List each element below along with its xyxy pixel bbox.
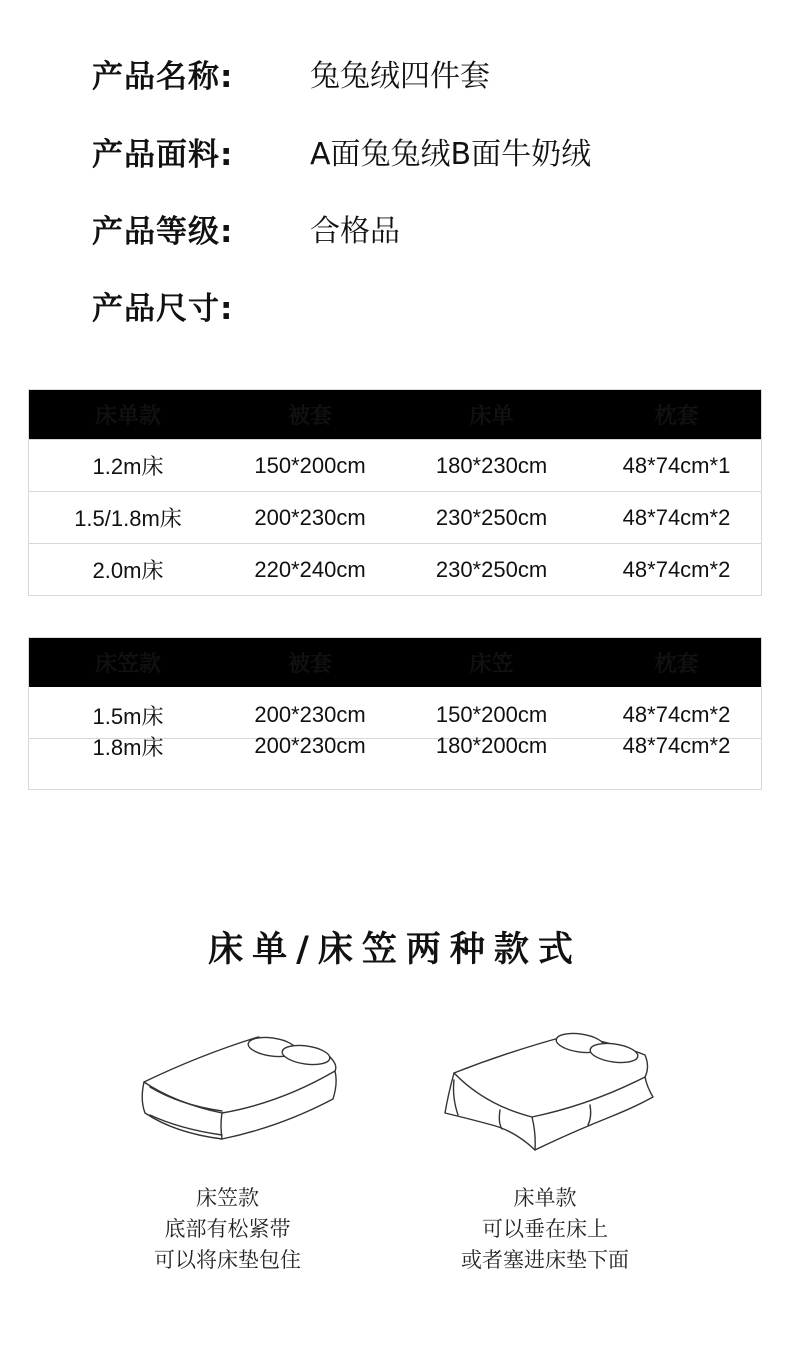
table-cell: 220*240cm (254, 556, 366, 582)
table-cell: 1.8m床 (92, 734, 164, 760)
table-cell: 200*230cm (254, 733, 366, 758)
header-cell: 床笠 (469, 651, 514, 676)
table-header (29, 638, 761, 687)
table-row (29, 543, 761, 595)
header-cell: 被套 (287, 651, 332, 676)
table-cell: 150*200cm (435, 702, 548, 727)
table-row (29, 700, 761, 730)
table-cell: 1.5m床 (92, 703, 164, 729)
info-label: 产品尺寸: (92, 290, 234, 327)
table-row (29, 439, 761, 491)
table-cell: 230*250cm (435, 504, 548, 530)
table-row (29, 491, 761, 543)
info-row-fabric (92, 131, 591, 171)
table-cell: 180*230cm (435, 452, 548, 478)
info-value: A面兔兔绒B面牛奶绒 (310, 137, 592, 172)
info-label: 产品面料: (92, 136, 234, 173)
table-cell: 48*74cm*2 (622, 733, 731, 758)
table-cell: 180*200cm (435, 733, 548, 758)
header-cell: 床单款 (94, 403, 161, 428)
table-cell: 1.2m床 (92, 454, 164, 479)
table-cell: 200*230cm (254, 504, 366, 530)
caption-line: 底部有松紧带 (164, 1217, 291, 1241)
table-cell: 48*74cm*2 (622, 504, 731, 530)
sheet-size-table (28, 389, 762, 596)
table-cell: 2.0m床 (92, 558, 164, 583)
table-header (29, 390, 761, 439)
caption-title: 床笠款 (196, 1186, 259, 1210)
table-body (29, 687, 761, 789)
info-row-name (92, 53, 490, 93)
caption-line: 可以将床垫包住 (154, 1248, 301, 1272)
header-cell: 被套 (287, 403, 332, 428)
info-row-size (92, 285, 310, 325)
table-cell: 200*230cm (254, 702, 366, 727)
table-cell: 1.5/1.8m床 (74, 506, 182, 531)
info-value: 兔兔绒四件套 (310, 59, 490, 94)
info-row-grade (92, 208, 400, 248)
header-cell: 床单 (469, 403, 514, 428)
caption-line: 可以垂在床上 (482, 1217, 608, 1241)
flat-sheet-bed-icon (440, 1025, 660, 1155)
info-label: 产品等级: (92, 213, 234, 250)
fitted-size-table (28, 637, 762, 790)
flat-caption (430, 1183, 660, 1276)
table-cell: 150*200cm (254, 452, 366, 478)
table-cell: 48*74cm*1 (622, 452, 731, 478)
header-cell: 枕套 (654, 403, 699, 428)
caption-title: 床单款 (513, 1186, 577, 1210)
table-row (29, 731, 761, 761)
info-value: 合格品 (310, 214, 400, 249)
header-cell: 床笠款 (94, 651, 161, 676)
fitted-caption (120, 1183, 335, 1276)
table-cell: 48*74cm*2 (622, 556, 731, 582)
info-label: 产品名称: (92, 58, 234, 95)
table-cell: 48*74cm*2 (622, 702, 731, 727)
table-cell: 230*250cm (435, 556, 548, 582)
caption-line: 或者塞进床垫下面 (461, 1248, 629, 1272)
fitted-sheet-bed-icon (130, 1025, 345, 1150)
section-title: 床单/床笠两种款式 (208, 930, 582, 970)
header-cell: 枕套 (654, 651, 699, 676)
